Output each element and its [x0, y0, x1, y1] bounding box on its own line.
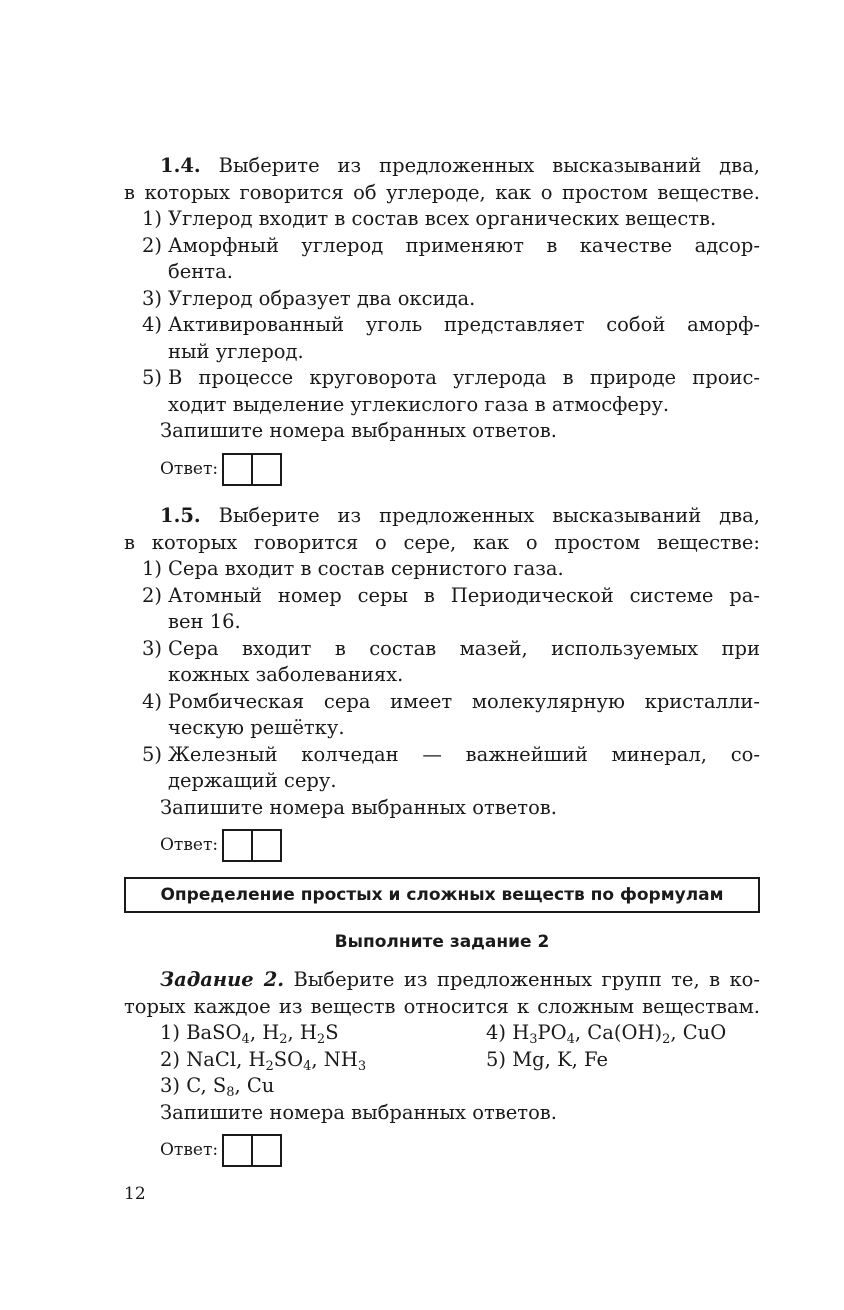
- formula-subscript: 3: [529, 1032, 538, 1047]
- q14-number: 1.4.: [160, 154, 201, 177]
- formula-part: C, S: [186, 1074, 227, 1097]
- task2-intro-line1: [124, 967, 760, 994]
- option-number: 3): [141, 286, 162, 310]
- task2-option-1: [160, 1020, 486, 1047]
- section-banner-text: Определение простых и сложных веществ по формулам: [160, 885, 724, 905]
- answer-label: Ответ:: [160, 835, 219, 856]
- option-number: 5): [141, 742, 162, 766]
- formula-subscript: 2: [265, 1058, 274, 1074]
- q14-intro-text: Выберите из предложенных высказываний два,: [218, 154, 760, 177]
- question-1-4: [124, 153, 760, 486]
- formula-part: S: [325, 1021, 339, 1044]
- q15-intro-text: Выберите из предложенных высказываний два,: [218, 504, 760, 527]
- q14-instruction: Запишите номера выбранных ответов.: [160, 419, 557, 442]
- answer-box-2[interactable]: [253, 1134, 282, 1167]
- q14-answer: [160, 453, 760, 486]
- q15-number: 1.5.: [160, 504, 201, 527]
- option-text: вен 16.: [168, 610, 241, 633]
- option-number: 3): [160, 1074, 181, 1097]
- task2-option-3: [160, 1073, 486, 1100]
- option-number: 4): [486, 1021, 507, 1044]
- task2-intro-line2: торых каждое из веществ относится к сложным веществам.: [124, 994, 760, 1018]
- formula-subscript: 2: [279, 1032, 288, 1047]
- formula-part: Mg, K, Fe: [512, 1047, 609, 1071]
- answer-label: Ответ:: [160, 458, 219, 479]
- answer-box-2[interactable]: [253, 829, 282, 862]
- option-number: 5): [141, 366, 162, 389]
- page-number: 12: [124, 1184, 146, 1204]
- answer-box-2[interactable]: [253, 453, 282, 486]
- option-number: 3): [141, 636, 162, 660]
- answer-label: Ответ:: [160, 1140, 219, 1161]
- task2-options: [124, 1020, 760, 1100]
- option-text: кожных заболеваниях.: [168, 663, 404, 686]
- formula-subscript: 2: [316, 1032, 326, 1047]
- q15-option-4: [124, 689, 760, 742]
- formula-part: , Cu: [234, 1074, 275, 1097]
- option-text: Железный колчедан — важнейший минерал, со-: [168, 742, 760, 766]
- q15-instruction: Запишите номера выбранных ответов.: [160, 795, 557, 819]
- q14-option-1: [124, 206, 760, 233]
- formula-part: , H: [287, 1021, 317, 1044]
- formula-part: , H: [249, 1021, 280, 1044]
- formula-subscript: 4: [241, 1032, 250, 1047]
- option-text: В процессе круговорота углерода в природе проис-: [168, 366, 760, 389]
- q14-option-3: [124, 286, 760, 313]
- task2-option-4: [486, 1020, 796, 1047]
- task-2: [124, 967, 760, 1167]
- option-text: ный углерод.: [168, 339, 304, 363]
- option-text: Ромбическая сера имеет молекулярную кристалли-: [168, 689, 760, 713]
- option-number: 2): [141, 233, 162, 257]
- q14-intro-line2: в которых говорится об углероде, как о простом веществе.: [124, 180, 760, 204]
- option-text: Активированный уголь представляет собой аморф-: [168, 313, 760, 336]
- option-text: Сера входит в состав сернистого газа.: [168, 557, 564, 580]
- q15-answer: [160, 829, 760, 862]
- question-1-5: [124, 503, 760, 862]
- section-subheading: Выполните задание 2: [334, 932, 550, 952]
- task2-option-5: [486, 1047, 796, 1074]
- answer-box-1[interactable]: [222, 829, 253, 862]
- q15-option-2: [124, 583, 760, 636]
- task2-answer: [160, 1134, 760, 1167]
- formula-part: , Ca(OH): [574, 1021, 663, 1044]
- option-number: 2): [160, 1047, 181, 1071]
- option-text: Углерод образует два оксида.: [168, 286, 476, 310]
- formula-part: , CuO: [670, 1021, 727, 1044]
- q15-option-3: [124, 636, 760, 689]
- option-text: держащий серу.: [168, 769, 337, 792]
- q15-intro-line2: в которых говорится о сере, как о простом веществе:: [124, 530, 760, 554]
- task2-intro-text: Выберите из предложенных групп те, в ко-: [293, 968, 761, 991]
- formula-part: H: [512, 1021, 530, 1044]
- option-number: 1): [141, 207, 162, 230]
- formula-subscript: 8: [226, 1085, 235, 1100]
- task2-label: Задание 2.: [160, 968, 285, 991]
- formula-subscript: 4: [566, 1032, 575, 1047]
- formula-subscript: 3: [357, 1058, 367, 1074]
- formula-part: NaCl, H: [186, 1047, 266, 1071]
- option-text: Сера входит в состав мазей, используемых при: [168, 636, 760, 660]
- task2-instruction: Запишите номера выбранных ответов.: [160, 1100, 557, 1124]
- option-text: ходит выделение углекислого газа в атмосферу.: [168, 392, 670, 416]
- answer-box-1[interactable]: [222, 453, 253, 486]
- formula-part: PO: [537, 1021, 567, 1044]
- option-text: Аморфный углерод применяют в качестве адсор-: [168, 233, 760, 257]
- option-number: 2): [141, 583, 162, 607]
- option-number: 5): [486, 1047, 507, 1071]
- option-number: 1): [141, 557, 162, 580]
- q14-option-2: [124, 233, 760, 286]
- q15-intro-line1: [124, 503, 760, 530]
- formula-part: SO: [273, 1047, 304, 1071]
- option-text: Атомный номер серы в Периодической системе ра-: [168, 583, 760, 607]
- q14-option-5: [124, 365, 760, 418]
- option-text: ческую решётку.: [168, 716, 345, 739]
- option-number: 4): [141, 689, 162, 713]
- option-number: 4): [141, 313, 162, 336]
- q15-option-5: [124, 742, 760, 795]
- formula-part: , NH: [311, 1047, 358, 1071]
- task2-option-2: [160, 1047, 486, 1074]
- answer-box-1[interactable]: [222, 1134, 253, 1167]
- formula-subscript: 2: [662, 1032, 671, 1047]
- option-text: Углерод входит в состав всех органических веществ.: [168, 207, 717, 230]
- option-text: бента.: [168, 260, 233, 283]
- q14-option-4: [124, 312, 760, 365]
- option-number: 1): [160, 1021, 181, 1044]
- formula-part: BaSO: [186, 1021, 242, 1044]
- formula-subscript: 4: [303, 1058, 312, 1074]
- section-banner: [124, 877, 760, 913]
- q14-intro-line1: [124, 153, 760, 180]
- q15-option-1: [124, 556, 760, 583]
